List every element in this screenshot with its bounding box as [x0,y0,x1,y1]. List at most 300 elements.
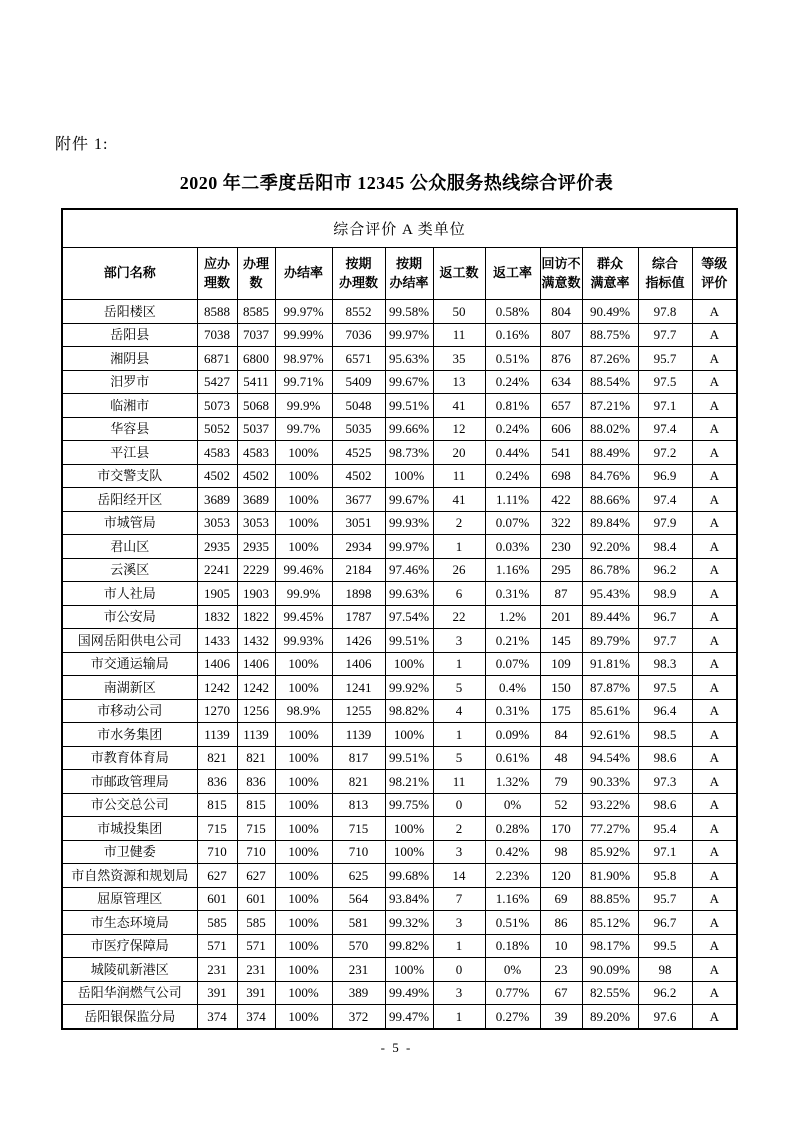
cell-handled-count: 7037 [237,323,275,347]
cell-revisit-dissatisfied-count: 10 [540,934,582,958]
cell-composite-index: 97.4 [638,488,692,512]
table-row [62,441,737,465]
cell-department-name: 市公交总公司 [62,793,197,817]
cell-department-name: 市移动公司 [62,699,197,723]
table-row [62,488,737,512]
cell-public-satisfaction-rate: 87.21% [582,394,638,418]
cell-rework-count: 2 [433,817,485,841]
cell-completion-rate: 100% [275,934,332,958]
cell-grade: A [692,958,737,982]
col-header-department-name: 部门名称 [62,248,197,300]
cell-composite-index: 97.1 [638,394,692,418]
cell-revisit-dissatisfied-count: 69 [540,887,582,911]
cell-composite-index: 95.8 [638,864,692,888]
cell-due-count: 2241 [197,558,237,582]
col-header-revisit-dissatisfied-count: 回访不 满意数 [540,248,582,300]
cell-rework-rate: 0.31% [485,582,540,606]
cell-completion-rate: 100% [275,864,332,888]
cell-ontime-completion-rate: 99.51% [385,394,433,418]
cell-ontime-completion-rate: 97.46% [385,558,433,582]
col-header-due-count: 应办 理数 [197,248,237,300]
cell-rework-count: 20 [433,441,485,465]
cell-public-satisfaction-rate: 94.54% [582,746,638,770]
cell-handled-count: 8585 [237,300,275,324]
table-body [62,300,737,1029]
cell-revisit-dissatisfied-count: 322 [540,511,582,535]
cell-department-name: 南湖新区 [62,676,197,700]
cell-public-satisfaction-rate: 89.20% [582,1005,638,1029]
cell-ontime-handled-count: 3677 [332,488,385,512]
cell-handled-count: 2935 [237,535,275,559]
cell-rework-rate: 1.16% [485,558,540,582]
cell-rework-count: 50 [433,300,485,324]
cell-revisit-dissatisfied-count: 79 [540,770,582,794]
cell-ontime-handled-count: 1787 [332,605,385,629]
cell-rework-count: 22 [433,605,485,629]
cell-completion-rate: 99.93% [275,629,332,653]
cell-revisit-dissatisfied-count: 150 [540,676,582,700]
cell-department-name: 市邮政管理局 [62,770,197,794]
cell-rework-rate: 0.4% [485,676,540,700]
cell-composite-index: 97.5 [638,370,692,394]
table-row [62,582,737,606]
cell-completion-rate: 99.7% [275,417,332,441]
cell-grade: A [692,347,737,371]
cell-completion-rate: 100% [275,981,332,1005]
col-header-grade: 等级 评价 [692,248,737,300]
cell-ontime-completion-rate: 100% [385,464,433,488]
cell-ontime-handled-count: 710 [332,840,385,864]
cell-grade: A [692,511,737,535]
cell-ontime-handled-count: 813 [332,793,385,817]
cell-ontime-completion-rate: 99.51% [385,746,433,770]
cell-ontime-completion-rate: 100% [385,723,433,747]
cell-composite-index: 98.6 [638,793,692,817]
cell-rework-count: 1 [433,535,485,559]
cell-completion-rate: 99.9% [275,394,332,418]
table-row [62,770,737,794]
cell-due-count: 1905 [197,582,237,606]
cell-grade: A [692,535,737,559]
cell-revisit-dissatisfied-count: 634 [540,370,582,394]
table-caption-row [62,209,737,248]
cell-ontime-handled-count: 4502 [332,464,385,488]
cell-completion-rate: 99.45% [275,605,332,629]
cell-grade: A [692,676,737,700]
cell-public-satisfaction-rate: 92.20% [582,535,638,559]
cell-grade: A [692,887,737,911]
cell-ontime-completion-rate: 99.32% [385,911,433,935]
cell-grade: A [692,1005,737,1029]
cell-grade: A [692,300,737,324]
cell-handled-count: 585 [237,911,275,935]
table-row [62,323,737,347]
cell-completion-rate: 98.97% [275,347,332,371]
cell-rework-rate: 1.11% [485,488,540,512]
cell-ontime-handled-count: 1406 [332,652,385,676]
cell-ontime-completion-rate: 99.93% [385,511,433,535]
table-row [62,864,737,888]
cell-department-name: 市卫健委 [62,840,197,864]
cell-completion-rate: 99.9% [275,582,332,606]
cell-handled-count: 6800 [237,347,275,371]
cell-ontime-completion-rate: 99.66% [385,417,433,441]
cell-ontime-completion-rate: 99.97% [385,323,433,347]
table-row [62,934,737,958]
cell-handled-count: 1406 [237,652,275,676]
cell-rework-count: 1 [433,934,485,958]
cell-department-name: 市交通运输局 [62,652,197,676]
cell-due-count: 391 [197,981,237,1005]
cell-grade: A [692,370,737,394]
cell-due-count: 5427 [197,370,237,394]
cell-completion-rate: 100% [275,652,332,676]
col-header-ontime-handled-count: 按期 办理数 [332,248,385,300]
table-row [62,981,737,1005]
cell-department-name: 君山区 [62,535,197,559]
cell-due-count: 3689 [197,488,237,512]
cell-rework-rate: 0% [485,958,540,982]
cell-grade: A [692,770,737,794]
cell-public-satisfaction-rate: 82.55% [582,981,638,1005]
cell-completion-rate: 100% [275,464,332,488]
table-row [62,676,737,700]
cell-rework-rate: 0.16% [485,323,540,347]
cell-grade: A [692,652,737,676]
cell-ontime-handled-count: 1898 [332,582,385,606]
cell-public-satisfaction-rate: 90.09% [582,958,638,982]
cell-revisit-dissatisfied-count: 807 [540,323,582,347]
cell-rework-count: 2 [433,511,485,535]
cell-handled-count: 710 [237,840,275,864]
cell-ontime-handled-count: 1255 [332,699,385,723]
cell-ontime-completion-rate: 98.21% [385,770,433,794]
cell-composite-index: 97.7 [638,323,692,347]
cell-public-satisfaction-rate: 88.75% [582,323,638,347]
cell-due-count: 1433 [197,629,237,653]
cell-handled-count: 836 [237,770,275,794]
cell-revisit-dissatisfied-count: 295 [540,558,582,582]
cell-ontime-completion-rate: 99.51% [385,629,433,653]
cell-rework-count: 7 [433,887,485,911]
cell-due-count: 1270 [197,699,237,723]
cell-ontime-handled-count: 817 [332,746,385,770]
cell-grade: A [692,699,737,723]
cell-ontime-handled-count: 6571 [332,347,385,371]
cell-rework-rate: 0% [485,793,540,817]
cell-ontime-handled-count: 231 [332,958,385,982]
cell-handled-count: 2229 [237,558,275,582]
cell-grade: A [692,840,737,864]
cell-department-name: 市城投集团 [62,817,197,841]
cell-handled-count: 4583 [237,441,275,465]
cell-composite-index: 98 [638,958,692,982]
page-number: - 5 - [380,1040,413,1055]
cell-ontime-completion-rate: 99.97% [385,535,433,559]
cell-grade: A [692,464,737,488]
cell-grade: A [692,934,737,958]
cell-rework-count: 41 [433,488,485,512]
cell-public-satisfaction-rate: 88.85% [582,887,638,911]
cell-composite-index: 97.8 [638,300,692,324]
cell-composite-index: 98.9 [638,582,692,606]
cell-rework-count: 11 [433,770,485,794]
cell-completion-rate: 100% [275,770,332,794]
cell-rework-count: 26 [433,558,485,582]
cell-composite-index: 96.2 [638,558,692,582]
cell-grade: A [692,864,737,888]
cell-due-count: 627 [197,864,237,888]
cell-composite-index: 97.7 [638,629,692,653]
table-row [62,394,737,418]
cell-composite-index: 97.1 [638,840,692,864]
cell-rework-count: 12 [433,417,485,441]
cell-public-satisfaction-rate: 88.54% [582,370,638,394]
table-row [62,347,737,371]
cell-handled-count: 1139 [237,723,275,747]
attachment-label: 附件 1: [55,136,109,153]
table-caption: 综合评价 A 类单位 [62,209,737,248]
cell-public-satisfaction-rate: 87.87% [582,676,638,700]
cell-ontime-completion-rate: 99.82% [385,934,433,958]
cell-ontime-handled-count: 625 [332,864,385,888]
cell-due-count: 601 [197,887,237,911]
cell-revisit-dissatisfied-count: 201 [540,605,582,629]
cell-completion-rate: 100% [275,887,332,911]
cell-completion-rate: 100% [275,511,332,535]
cell-rework-rate: 0.24% [485,417,540,441]
cell-due-count: 5073 [197,394,237,418]
cell-rework-count: 3 [433,629,485,653]
cell-department-name: 市人社局 [62,582,197,606]
cell-due-count: 3053 [197,511,237,535]
cell-rework-rate: 0.77% [485,981,540,1005]
cell-revisit-dissatisfied-count: 120 [540,864,582,888]
cell-due-count: 4583 [197,441,237,465]
cell-revisit-dissatisfied-count: 39 [540,1005,582,1029]
cell-department-name: 市自然资源和规划局 [62,864,197,888]
cell-handled-count: 571 [237,934,275,958]
cell-ontime-handled-count: 8552 [332,300,385,324]
cell-rework-rate: 1.16% [485,887,540,911]
cell-composite-index: 95.7 [638,887,692,911]
cell-grade: A [692,394,737,418]
cell-composite-index: 98.5 [638,723,692,747]
cell-grade: A [692,605,737,629]
cell-ontime-handled-count: 5409 [332,370,385,394]
cell-department-name: 市医疗保障局 [62,934,197,958]
cell-ontime-handled-count: 570 [332,934,385,958]
cell-revisit-dissatisfied-count: 52 [540,793,582,817]
table-row [62,464,737,488]
cell-rework-count: 5 [433,676,485,700]
cell-rework-count: 1 [433,652,485,676]
col-header-ontime-completion-rate: 按期 办结率 [385,248,433,300]
cell-ontime-handled-count: 2184 [332,558,385,582]
cell-composite-index: 96.4 [638,699,692,723]
cell-grade: A [692,793,737,817]
cell-department-name: 城陵矶新港区 [62,958,197,982]
cell-department-name: 市城管局 [62,511,197,535]
cell-composite-index: 96.2 [638,981,692,1005]
cell-revisit-dissatisfied-count: 230 [540,535,582,559]
cell-rework-count: 11 [433,323,485,347]
cell-handled-count: 1903 [237,582,275,606]
cell-ontime-handled-count: 1241 [332,676,385,700]
cell-public-satisfaction-rate: 85.61% [582,699,638,723]
cell-department-name: 市交警支队 [62,464,197,488]
cell-completion-rate: 99.71% [275,370,332,394]
cell-handled-count: 5037 [237,417,275,441]
cell-grade: A [692,417,737,441]
cell-public-satisfaction-rate: 90.49% [582,300,638,324]
table-row [62,723,737,747]
cell-due-count: 1406 [197,652,237,676]
cell-due-count: 6871 [197,347,237,371]
cell-handled-count: 715 [237,817,275,841]
cell-public-satisfaction-rate: 85.92% [582,840,638,864]
cell-ontime-handled-count: 564 [332,887,385,911]
cell-public-satisfaction-rate: 84.76% [582,464,638,488]
cell-completion-rate: 100% [275,488,332,512]
cell-revisit-dissatisfied-count: 67 [540,981,582,1005]
cell-rework-count: 6 [433,582,485,606]
cell-grade: A [692,911,737,935]
cell-ontime-handled-count: 1426 [332,629,385,653]
cell-department-name: 汨罗市 [62,370,197,394]
cell-handled-count: 1432 [237,629,275,653]
cell-rework-rate: 0.27% [485,1005,540,1029]
cell-revisit-dissatisfied-count: 109 [540,652,582,676]
table-row [62,1005,737,1029]
cell-due-count: 585 [197,911,237,935]
cell-rework-rate: 0.44% [485,441,540,465]
col-header-rework-count: 返工数 [433,248,485,300]
cell-ontime-completion-rate: 100% [385,817,433,841]
cell-revisit-dissatisfied-count: 98 [540,840,582,864]
cell-due-count: 2935 [197,535,237,559]
cell-public-satisfaction-rate: 81.90% [582,864,638,888]
evaluation-table [61,208,738,1030]
cell-rework-count: 5 [433,746,485,770]
cell-grade: A [692,441,737,465]
cell-completion-rate: 99.46% [275,558,332,582]
cell-revisit-dissatisfied-count: 170 [540,817,582,841]
cell-ontime-handled-count: 7036 [332,323,385,347]
cell-rework-count: 14 [433,864,485,888]
cell-ontime-completion-rate: 99.67% [385,370,433,394]
cell-ontime-completion-rate: 99.68% [385,864,433,888]
cell-department-name: 国网岳阳供电公司 [62,629,197,653]
cell-composite-index: 97.4 [638,417,692,441]
cell-completion-rate: 100% [275,911,332,935]
cell-grade: A [692,746,737,770]
cell-rework-rate: 0.51% [485,911,540,935]
cell-ontime-handled-count: 821 [332,770,385,794]
cell-due-count: 1242 [197,676,237,700]
cell-composite-index: 99.5 [638,934,692,958]
cell-handled-count: 627 [237,864,275,888]
cell-completion-rate: 100% [275,840,332,864]
cell-public-satisfaction-rate: 88.49% [582,441,638,465]
cell-rework-rate: 0.81% [485,394,540,418]
cell-completion-rate: 100% [275,817,332,841]
cell-rework-count: 35 [433,347,485,371]
cell-revisit-dissatisfied-count: 23 [540,958,582,982]
cell-revisit-dissatisfied-count: 175 [540,699,582,723]
cell-rework-count: 41 [433,394,485,418]
cell-due-count: 231 [197,958,237,982]
cell-ontime-completion-rate: 98.73% [385,441,433,465]
cell-rework-count: 3 [433,911,485,935]
cell-ontime-completion-rate: 99.67% [385,488,433,512]
cell-rework-rate: 0.58% [485,300,540,324]
table-row [62,605,737,629]
cell-revisit-dissatisfied-count: 48 [540,746,582,770]
cell-handled-count: 374 [237,1005,275,1029]
cell-rework-rate: 1.32% [485,770,540,794]
cell-revisit-dissatisfied-count: 541 [540,441,582,465]
cell-grade: A [692,582,737,606]
cell-handled-count: 231 [237,958,275,982]
cell-revisit-dissatisfied-count: 422 [540,488,582,512]
cell-composite-index: 97.3 [638,770,692,794]
cell-completion-rate: 100% [275,723,332,747]
cell-ontime-completion-rate: 99.58% [385,300,433,324]
cell-handled-count: 815 [237,793,275,817]
cell-due-count: 1139 [197,723,237,747]
cell-public-satisfaction-rate: 87.26% [582,347,638,371]
cell-rework-rate: 0.09% [485,723,540,747]
cell-rework-rate: 2.23% [485,864,540,888]
cell-completion-rate: 100% [275,676,332,700]
cell-handled-count: 5411 [237,370,275,394]
cell-public-satisfaction-rate: 90.33% [582,770,638,794]
cell-grade: A [692,629,737,653]
cell-completion-rate: 100% [275,958,332,982]
cell-ontime-completion-rate: 98.82% [385,699,433,723]
cell-ontime-handled-count: 4525 [332,441,385,465]
cell-department-name: 市公安局 [62,605,197,629]
cell-rework-rate: 0.21% [485,629,540,653]
cell-ontime-handled-count: 581 [332,911,385,935]
cell-composite-index: 98.4 [638,535,692,559]
cell-department-name: 湘阴县 [62,347,197,371]
cell-public-satisfaction-rate: 95.43% [582,582,638,606]
cell-handled-count: 5068 [237,394,275,418]
cell-department-name: 临湘市 [62,394,197,418]
cell-ontime-completion-rate: 100% [385,958,433,982]
cell-due-count: 5052 [197,417,237,441]
cell-public-satisfaction-rate: 93.22% [582,793,638,817]
cell-ontime-handled-count: 1139 [332,723,385,747]
col-header-handled-count: 办理 数 [237,248,275,300]
cell-rework-rate: 0.31% [485,699,540,723]
cell-rework-count: 0 [433,958,485,982]
cell-handled-count: 1822 [237,605,275,629]
cell-rework-count: 13 [433,370,485,394]
cell-rework-rate: 0.61% [485,746,540,770]
cell-rework-rate: 0.42% [485,840,540,864]
cell-composite-index: 97.9 [638,511,692,535]
cell-due-count: 821 [197,746,237,770]
cell-grade: A [692,558,737,582]
cell-public-satisfaction-rate: 92.61% [582,723,638,747]
cell-composite-index: 98.6 [638,746,692,770]
cell-grade: A [692,323,737,347]
table-row [62,300,737,324]
cell-rework-count: 1 [433,723,485,747]
